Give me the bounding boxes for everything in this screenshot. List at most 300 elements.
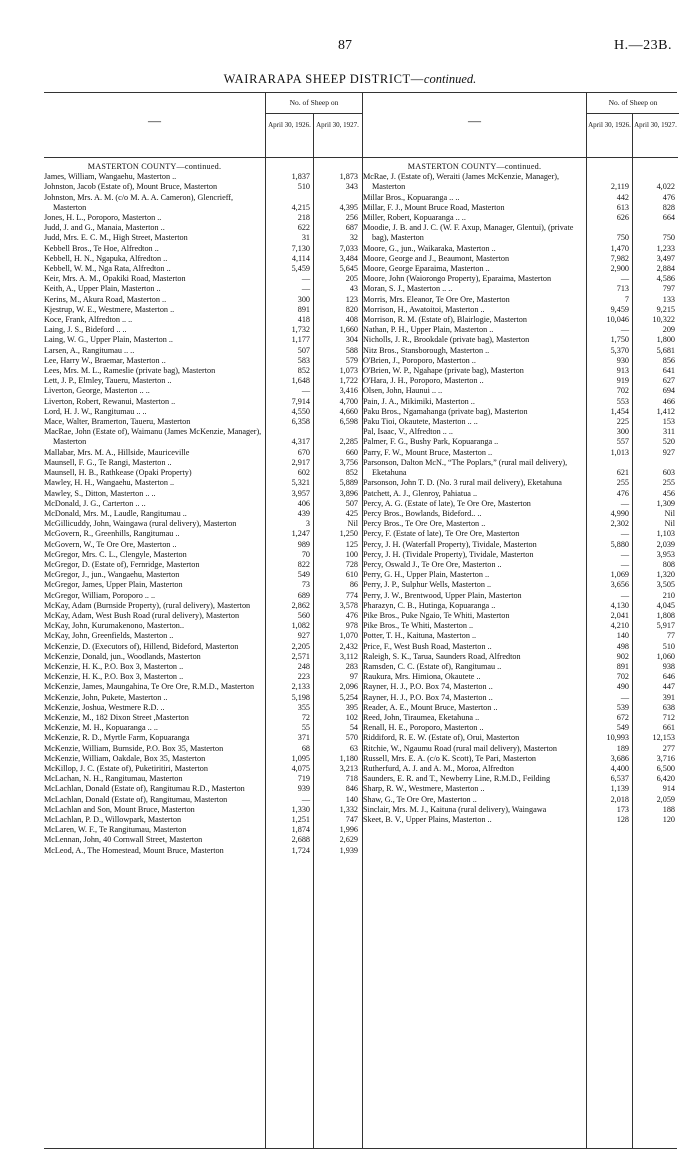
sheep-1926-cell (265, 172, 313, 182)
table-row (363, 499, 678, 509)
section-heading: MASTERTON COUNTY—continued. (87, 162, 222, 171)
left-column-header (44, 93, 362, 158)
sheep-1927-value: 927 (662, 447, 675, 457)
sheep-1927-value: 1,060 (656, 651, 675, 661)
sheep-1927-value: 938 (662, 661, 675, 671)
sheep-1926-cell (586, 672, 632, 682)
owner-name: Johnston, Mrs. A. M. (c/o M. A. A. Cameron), Glencrieff, Masterton (44, 192, 234, 212)
sheep-1927-cell (313, 815, 361, 825)
sheep-1926-cell (265, 254, 313, 264)
sheep-1927-cell (632, 213, 678, 223)
sheep-1927-value: 5,681 (656, 345, 675, 355)
sheep-1926-value: 7 (624, 294, 629, 304)
owner-name: Pharazyn, C. B., Hutinga, Kopuaranga .. (363, 600, 496, 610)
sheep-1926-cell (265, 274, 313, 284)
sheep-1927-cell (313, 295, 361, 305)
table-row (363, 325, 678, 335)
sheep-1927-value: 5,254 (339, 692, 358, 702)
owner-name: Sharp, R. W., Westmere, Masterton .. (363, 784, 485, 794)
sheep-1927-cell (632, 427, 678, 437)
table-row (363, 223, 678, 243)
sheep-1927-value: 210 (662, 590, 675, 600)
table-row (44, 825, 362, 835)
sheep-1927-cell (632, 744, 678, 754)
sheep-1926-cell (586, 519, 632, 529)
sheep-1927-value: 1,412 (656, 406, 675, 416)
sheep-1927-cell (313, 478, 361, 488)
sheep-1927-cell (313, 672, 361, 682)
sheep-1926-cell (265, 325, 313, 335)
sheep-1927-value: 510 (662, 641, 675, 651)
sheep-1926-value: 1,082 (291, 621, 310, 631)
table-row (44, 366, 362, 376)
owner-name: Rayner, H. J., P.O. Box 74, Masterton .. (363, 692, 493, 702)
sheep-1927-value: 43 (349, 284, 358, 294)
sheep-1927-value: 6,500 (656, 763, 675, 773)
sheep-1926-value: — (620, 498, 629, 508)
sheep-1926-value: — (620, 274, 629, 284)
sheep-1926-cell (586, 611, 632, 621)
sheep-1927-value: 3,112 (339, 651, 358, 661)
table-row (363, 744, 678, 754)
table-row (363, 386, 678, 396)
sheep-1927-cell (632, 703, 678, 713)
sheep-1927-cell (313, 550, 361, 560)
sheep-1927-cell (313, 784, 361, 794)
sheep-1926-value: 5,198 (291, 692, 310, 702)
sheep-1926-value: 939 (297, 784, 310, 794)
sheep-1926-value: 70 (301, 549, 310, 559)
table-row (363, 672, 678, 682)
sheep-1926-value: — (301, 284, 310, 294)
sheep-1927-cell (313, 754, 361, 764)
table-row (44, 682, 362, 692)
sheep-1927-value: 638 (662, 702, 675, 712)
sheep-1926-cell (586, 458, 632, 478)
owner-name: Mace, Walter, Bramerton, Taueru, Masterton (44, 417, 191, 427)
sheep-1926-value: 670 (297, 447, 310, 457)
owner-name: Saunders, E. R. and T., Newberry Line, R.M.D., Feilding (363, 774, 551, 784)
owner-name: Russell, Mrs. E. A. (c/o K. Scott), Te Pari, Masterton (363, 753, 537, 763)
owner-name: Perry, J. P., Sulphur Wells, Masterton .. (363, 580, 492, 590)
sheep-1926-cell (586, 693, 632, 703)
sheep-1926-value: 355 (297, 702, 310, 712)
sheep-1926-value: 510 (297, 182, 310, 192)
sheep-1926-value: 68 (301, 743, 310, 753)
table-row (44, 835, 362, 845)
table-row (363, 570, 678, 580)
sheep-1926-value: 702 (616, 672, 629, 682)
year-1927-header: April 30, 1927. (313, 114, 361, 157)
sheep-1927-value: 3,578 (339, 600, 358, 610)
sheep-1927-value: 256 (345, 213, 358, 223)
owner-name: Morrison, H., Awatoitoi, Masterton .. (363, 304, 485, 314)
sheep-1927-value: 3,716 (656, 753, 675, 763)
sheep-1926-cell (265, 489, 313, 499)
owner-name: McRae, J. (Estate of), Weraiti (James McKenzie, Manager), Masterton (363, 172, 560, 192)
owner-name: Moore, G., jun., Waikaraka, Masterton .. (363, 243, 496, 253)
sheep-1927-cell (632, 478, 678, 488)
sheep-1927-value: 4,700 (339, 396, 358, 406)
sheep-1927-cell (632, 672, 678, 682)
sheep-1927-value: 852 (345, 468, 358, 478)
sheep-1926-cell (265, 642, 313, 652)
sheep-1926-cell (265, 519, 313, 529)
sheep-1927-cell (313, 376, 361, 386)
sheep-1927-cell (632, 601, 678, 611)
sheep-1926-cell (265, 366, 313, 376)
sheep-1926-value: 442 (616, 192, 629, 202)
sheep-1927-cell (632, 713, 678, 723)
sheep-1926-cell (265, 305, 313, 315)
sheep-1927-cell (313, 611, 361, 621)
sheep-1927-value: 828 (662, 202, 675, 212)
table-row (44, 795, 362, 805)
owner-name: McLachlan and Son, Mount Bruce, Masterton (44, 804, 195, 814)
sheep-1927-cell (632, 489, 678, 499)
table-row (44, 223, 362, 233)
sheep-1927-value: 5,645 (339, 264, 358, 274)
sheep-1927-value: 610 (345, 570, 358, 580)
owner-name: Riddiford, R. E. W. (Estate of), Orui, Masterton (363, 733, 520, 743)
owner-name: McDonald, J. G., Carterton .. .. (44, 498, 146, 508)
sheep-1926-value: 689 (297, 590, 310, 600)
table-row (363, 631, 678, 641)
sheep-1927-value: 1,800 (656, 335, 675, 345)
sheep-1927-value: 747 (345, 815, 358, 824)
sheep-1926-value: 930 (616, 355, 629, 365)
table-row (363, 703, 678, 713)
sheep-1926-cell (265, 550, 313, 560)
year-1927-header: April 30, 1927. (632, 114, 678, 157)
sheep-1927-value: 3,953 (656, 549, 675, 559)
owner-name: Skeet, B. V., Upper Plains, Masterton .. (363, 815, 492, 824)
sheep-1926-value: 1,724 (291, 845, 310, 855)
sheep-1927-value: 277 (662, 743, 675, 753)
sheep-1926-cell (265, 193, 313, 213)
sheep-1926-value: 2,688 (291, 835, 310, 845)
sheep-1926-value: 852 (297, 366, 310, 376)
owner-name: McKenzie, H. K., P.O. Box 3, Masterton .. (44, 661, 184, 671)
owner-name: Mawley, S., Ditton, Masterton .. .. (44, 488, 156, 498)
owner-name: Millar Bros., Kopuaranga .. .. (363, 192, 460, 202)
sheep-1927-value: 476 (345, 610, 358, 620)
table-row (44, 295, 362, 305)
sheep-1927-cell (313, 693, 361, 703)
sheep-1927-cell (632, 437, 678, 447)
sheep-1926-value: 225 (616, 417, 629, 427)
owner-name: Percy, Oswald J., Te Ore Ore, Masterton .. (363, 559, 502, 569)
table-row (44, 407, 362, 417)
sheep-1926-cell (265, 754, 313, 764)
table-row (363, 376, 678, 386)
sheep-1926-value: 713 (616, 284, 629, 294)
sheep-1927-value: 1,180 (339, 753, 358, 763)
sheep-1926-value: 7,914 (291, 396, 310, 406)
sheep-1927-cell (313, 397, 361, 407)
sheep-1927-cell (632, 407, 678, 417)
sheep-1926-value: 2,018 (610, 794, 629, 804)
sheep-1927-cell (632, 346, 678, 356)
sheep-1927-cell (313, 631, 361, 641)
sheep-1926-value: 1,470 (610, 243, 629, 253)
sheep-1926-value: 189 (616, 743, 629, 753)
table-row (44, 805, 362, 815)
sheep-1927-value: 718 (345, 774, 358, 784)
sheep-1927-value: 3,505 (656, 580, 675, 590)
sheep-1926-value: 4,210 (610, 621, 629, 631)
sheep-1927-cell (632, 376, 678, 386)
sheep-1926-cell (586, 274, 632, 284)
table-row (44, 284, 362, 294)
sheep-1927-cell (313, 519, 361, 529)
sheep-1927-cell (313, 274, 361, 284)
owner-name: McLachlan, Donald (Estate of), Rangitumau, Masterton (44, 794, 228, 804)
sheep-1927-cell (313, 407, 361, 417)
sheep-1926-value: 549 (297, 570, 310, 580)
table-row (363, 346, 678, 356)
sheep-1927-value: 123 (345, 294, 358, 304)
sheep-1927-value: 1,873 (339, 172, 358, 182)
sheep-1926-cell (586, 437, 632, 447)
report-code: H.—23B. (614, 38, 672, 53)
sheep-1927-cell (632, 550, 678, 560)
table-row (44, 560, 362, 570)
sheep-1926-value: 702 (616, 386, 629, 396)
table-row (363, 682, 678, 692)
sheep-1926-value: 626 (616, 213, 629, 223)
sheep-1927-cell (632, 366, 678, 376)
owner-name: McLachan, N. H., Rangitumau, Masterton (44, 774, 183, 784)
table-row (44, 652, 362, 662)
table-row (363, 784, 678, 794)
table-row (44, 458, 362, 468)
sheep-1926-value: 7,982 (610, 253, 629, 263)
sheep-1927-cell (632, 540, 678, 550)
sheep-1926-value: 4,550 (291, 406, 310, 416)
table-row (363, 805, 678, 815)
owner-name: McKenzie, H. K., P.O. Box 3, Masterton .. (44, 672, 184, 682)
owner-name: Percy, J. H. (Tividale Property), Tividale, Masterton (363, 549, 534, 559)
sheep-1926-cell (265, 652, 313, 662)
table-row (44, 764, 362, 774)
sheep-1926-value: — (301, 274, 310, 284)
sheep-1926-cell (586, 315, 632, 325)
sheep-1926-cell (586, 203, 632, 213)
sheep-1926-cell (586, 397, 632, 407)
sheep-1927-value: 3,497 (656, 253, 675, 263)
sheep-1927-value: 311 (663, 427, 675, 437)
owner-name: Maunsell, F. G., Te Rangi, Masterton .. (44, 457, 172, 467)
sheep-1926-value: 750 (616, 233, 629, 243)
sheep-1927-value: 3,896 (339, 488, 358, 498)
sheep-1926-cell (586, 550, 632, 560)
owner-name: Jones, H. L., Poroporo, Masterton .. (44, 213, 162, 223)
sheep-1926-value: 539 (616, 702, 629, 712)
sheep-1927-value: 1,070 (339, 631, 358, 641)
sheep-1927-value: Nil (664, 508, 675, 518)
sheep-1926-cell (265, 784, 313, 794)
sheep-1927-cell (313, 325, 361, 335)
table-row (44, 784, 362, 794)
sheep-1926-cell (586, 376, 632, 386)
sheep-1927-cell (313, 723, 361, 733)
sheep-1926-cell (586, 815, 632, 825)
sheep-1927-cell (313, 846, 361, 856)
sheep-1926-value: 4,317 (291, 437, 310, 447)
table-row (363, 601, 678, 611)
sheep-1926-cell (586, 529, 632, 539)
sheep-1926-value: 672 (616, 712, 629, 722)
table-row (44, 468, 362, 478)
sheep-1926-value: 4,990 (610, 508, 629, 518)
owner-name: Percy Bros., Te Ore Ore, Masterton .. (363, 519, 486, 529)
sheep-1927-value: 9,215 (656, 304, 675, 314)
sheep-1926-value: 2,862 (291, 600, 310, 610)
sheep-1927-value: 2,629 (339, 835, 358, 845)
sheep-1927-cell (632, 652, 678, 662)
table-row (363, 203, 678, 213)
owner-name: McGregor, D. (Estate of), Fernridge, Masterton (44, 559, 200, 569)
owner-name: McKenzie, M., 182 Dixon Street ,Masterton (44, 712, 189, 722)
sheep-1926-cell (586, 540, 632, 550)
owner-name: Olsen, John, Haunui .. .. (363, 386, 443, 396)
sheep-1926-value: 140 (616, 631, 629, 641)
sheep-1926-value: 927 (297, 631, 310, 641)
sheep-1926-cell (265, 509, 313, 519)
sheep-1927-cell (632, 733, 678, 743)
sheep-1927-cell (313, 386, 361, 396)
sheep-1927-value: 664 (662, 213, 675, 223)
sheep-1926-value: 73 (301, 580, 310, 590)
sheep-1926-cell (265, 631, 313, 641)
owner-name: Moore, George Eparaima, Masterton .. (363, 264, 490, 274)
sheep-1927-cell (632, 815, 678, 825)
sheep-1927-cell (313, 764, 361, 774)
sheep-1927-value: 694 (662, 386, 675, 396)
sheep-1927-cell (313, 570, 361, 580)
owner-name: McKenzie, Joshua, Westmere R.D. .. (44, 702, 165, 712)
table-row (363, 621, 678, 631)
owner-name: Keith, A., Upper Plain, Masterton .. (44, 284, 161, 294)
sheep-1926-value: 418 (297, 315, 310, 325)
table-row (363, 478, 678, 488)
sheep-1927-cell (313, 774, 361, 784)
sheep-1927-cell (632, 529, 678, 539)
sheep-1927-value: 1,320 (656, 570, 675, 580)
sheep-1926-value: 2,571 (291, 651, 310, 661)
sheep-1926-value: 989 (297, 539, 310, 549)
table-row (44, 662, 362, 672)
sheep-1926-cell (265, 713, 313, 723)
sheep-1927-value: 2,096 (339, 682, 358, 692)
right-rows (363, 162, 678, 825)
table-row (44, 417, 362, 427)
owner-name: McKenzie, James, Maungahina, Te Ore Ore, R.M.D., Masterton (44, 682, 255, 692)
sheep-1926-value: 4,400 (610, 763, 629, 773)
sheep-1927-value: 125 (345, 539, 358, 549)
sheep-1926-cell (265, 468, 313, 478)
sheep-1927-cell (313, 182, 361, 192)
owner-name: Palmer, F. G., Bushy Park, Kopuaranga .. (363, 437, 499, 447)
owner-name: McLeod, A., The Homestead, Mount Bruce, Masterton (44, 845, 224, 855)
sheep-1926-cell (265, 386, 313, 396)
sheep-1926-cell (265, 621, 313, 631)
sheep-1926-value: 1,095 (291, 753, 310, 763)
owner-name: Pike Bros., Te Whiti, Masterton .. (363, 621, 474, 631)
sheep-1926-value: 10,993 (606, 733, 629, 743)
table-row (44, 264, 362, 274)
sheep-1926-value: 3,957 (291, 488, 310, 498)
sheep-1926-cell (586, 427, 632, 437)
sheep-1927-value: 188 (662, 804, 675, 814)
table-row (363, 764, 678, 774)
sheep-1926-value: — (620, 529, 629, 539)
sheep-1926-cell (265, 529, 313, 539)
sheep-1927-cell (313, 744, 361, 754)
owner-name: Perry, J. W., Brentwood, Upper Plain, Masterton (363, 590, 522, 600)
owner-name: Kebbell, H. N., Ngapuka, Alfredton .. (44, 253, 168, 263)
owner-name: Moore, John (Waiorongo Property), Eparaima, Masterton (363, 274, 552, 284)
table-row (363, 254, 678, 264)
sheep-1926-cell (265, 744, 313, 754)
sheep-1927-cell (313, 335, 361, 345)
sheep-1927-cell (313, 448, 361, 458)
table-row (44, 254, 362, 264)
table-row (363, 397, 678, 407)
sheep-1926-value: — (620, 549, 629, 559)
owner-name: Mallabar, Mrs. M. A., Hillside, Mauriceville (44, 447, 190, 457)
owner-name: Liverton, Robert, Rewanui, Masterton .. (44, 396, 176, 406)
sheep-1927-cell (313, 795, 361, 805)
table-row (44, 315, 362, 325)
sheep-1927-cell (313, 458, 361, 468)
sheep-1926-cell (265, 580, 313, 590)
table-row (44, 325, 362, 335)
owner-name: Lees, Mrs. M. L., Rameslie (private bag), Masterton (44, 366, 216, 376)
table-row (363, 754, 678, 764)
owner-header-dash: — (148, 113, 161, 128)
sheep-1926-value: 5,459 (291, 264, 310, 274)
sheep-1927-cell (632, 509, 678, 519)
sheep-1926-cell (265, 662, 313, 672)
table-row (363, 448, 678, 458)
table-row (44, 815, 362, 825)
sheep-1927-cell (632, 499, 678, 509)
sheep-1927-cell (632, 193, 678, 203)
table-row (44, 448, 362, 458)
sheep-1927-value: 391 (662, 692, 675, 702)
table-row (44, 621, 362, 631)
sheep-1926-cell (265, 591, 313, 601)
sheep-1926-value: 621 (616, 468, 629, 478)
sheep-1926-cell (586, 172, 632, 192)
sheep-1926-cell (586, 478, 632, 488)
sheep-1927-cell (313, 172, 361, 182)
sheep-1927-value: 140 (345, 794, 358, 804)
sheep-count-header: No. of Sheep on (265, 93, 362, 114)
sheep-1926-value: 498 (616, 641, 629, 651)
sheep-1926-cell (265, 356, 313, 366)
owner-name: McGregor, James, Upper Plain, Masterton (44, 580, 183, 590)
year-1926-header: April 30, 1926. (586, 114, 632, 157)
owner-header-dash: — (468, 113, 481, 128)
sheep-1927-cell (313, 417, 361, 427)
sheep-1927-value: 588 (345, 345, 358, 355)
sheep-1926-value: 560 (297, 610, 310, 620)
owner-name: Judd, J. and G., Manaia, Masterton .. (44, 223, 165, 233)
sheep-1926-value: 72 (301, 712, 310, 722)
